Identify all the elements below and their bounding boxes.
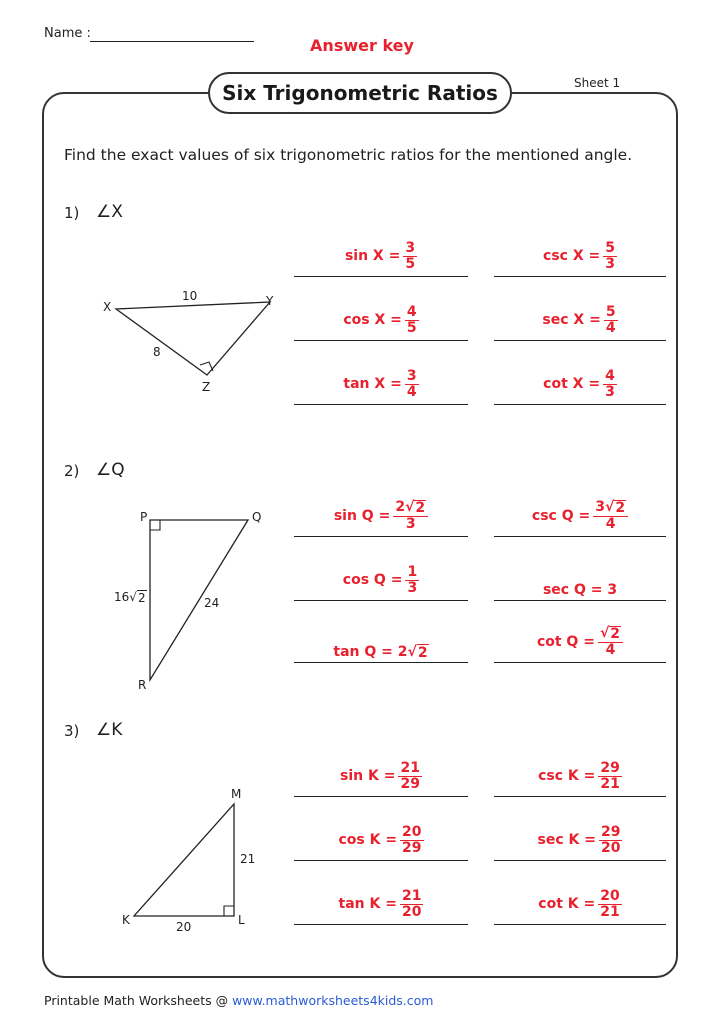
p1-cos-answer-line[interactable]	[294, 340, 468, 341]
p2-csc-answer: csc Q = 3 √ 2 4	[494, 494, 666, 538]
vertex-z-label: Z	[202, 380, 211, 394]
p3-cos-answer-line[interactable]	[294, 860, 468, 861]
problem-1-number: 1)	[64, 204, 80, 222]
side-qr-length: 24	[204, 596, 220, 610]
page-title: Six Trigonometric Ratios	[208, 72, 512, 114]
p3-sec-answer-line[interactable]	[494, 860, 666, 861]
vertex-q-label: Q	[252, 510, 262, 524]
instructions: Find the exact values of six trigonometric ratios for the mentioned angle.	[64, 146, 633, 164]
problem-2-angle: ∠Q	[96, 460, 125, 480]
p3-csc-answer-line[interactable]	[494, 796, 666, 797]
side-xz-length: 8	[153, 345, 161, 359]
p3-csc-answer: csc K = $\frac{29}{21}$	[538, 759, 620, 792]
vertex-k-label: K	[122, 913, 130, 927]
p3-sin-answer-line[interactable]	[294, 796, 468, 797]
p3-cot-answer-line[interactable]	[494, 924, 666, 925]
footer-url-link[interactable]: www.mathworksheets4kids.com	[232, 993, 434, 1008]
p2-cos-answer-line[interactable]	[294, 600, 468, 601]
p2-cos-answer: cos Q = $\frac{1}{3}$	[342, 563, 418, 596]
vertex-l-label: L	[238, 913, 245, 927]
p2-tan-answer: tan Q = 2 √ 2	[333, 643, 428, 661]
triangle-mkl-figure	[126, 796, 246, 922]
problem-3-angle: ∠K	[96, 720, 123, 740]
vertex-r-label: R	[138, 678, 147, 692]
name-label: Name :	[44, 26, 91, 41]
p1-cot-answer: cot X = $\frac{4}{3}$	[543, 367, 615, 400]
p1-sin-answer: sin X = $\frac{3}{5}$	[344, 239, 416, 272]
p2-sec-answer: sec Q = 3	[542, 582, 618, 598]
p3-tan-answer-line[interactable]	[294, 924, 468, 925]
p1-tan-answer: tan X = $\frac{3}{4}$	[343, 367, 417, 400]
p3-sin-answer: sin K = $\frac{21}{29}$	[340, 759, 420, 792]
p1-cot-answer-line[interactable]	[494, 404, 666, 405]
sheet-label: Sheet 1	[574, 76, 621, 90]
footer	[44, 993, 433, 1008]
vertex-y-label: Y	[266, 294, 274, 308]
vertex-p-label: P	[140, 510, 148, 524]
footer-prefix: Printable Math Worksheets @	[44, 993, 233, 1008]
p1-csc-answer: csc X = $\frac{5}{3}$	[543, 239, 615, 272]
p3-cot-answer: cot K = $\frac{20}{21}$	[538, 887, 620, 920]
p2-sin-answer-line[interactable]	[294, 536, 468, 537]
p1-tan-answer-line[interactable]	[294, 404, 468, 405]
triangle-pqr-figure	[140, 510, 260, 690]
p1-cos-answer: cos X = $\frac{4}{5}$	[343, 303, 417, 336]
p1-sin-answer-line[interactable]	[294, 276, 468, 277]
p2-csc-answer-line[interactable]	[494, 536, 666, 537]
vertex-x-label: X	[103, 300, 112, 314]
side-kl-length: 20	[176, 920, 192, 934]
problem-2-number: 2)	[64, 462, 80, 480]
side-pr-length: 16 √ 2	[114, 590, 146, 605]
p2-sec-answer-line[interactable]	[494, 600, 666, 601]
p2-sin-answer: sin Q = 2 √ 2 3	[294, 494, 468, 538]
side-ml-length: 21	[240, 852, 256, 866]
p2-tan-answer-line[interactable]	[294, 662, 468, 663]
p2-cot-answer: cot Q = √ 2 4	[494, 620, 666, 664]
p1-sec-answer: sec X = $\frac{5}{4}$	[542, 303, 616, 336]
p3-cos-answer: cos K = $\frac{20}{29}$	[338, 823, 422, 856]
p1-csc-answer-line[interactable]	[494, 276, 666, 277]
problem-3-number: 3)	[64, 722, 80, 740]
p1-sec-answer-line[interactable]	[494, 340, 666, 341]
vertex-m-label: M	[231, 787, 242, 801]
p3-tan-answer: tan K = $\frac{21}{20}$	[338, 887, 422, 920]
answer-key-label: Answer key	[310, 36, 414, 55]
problem-1-angle: ∠X	[96, 202, 123, 222]
p3-sec-answer: sec K = $\frac{29}{20}$	[537, 823, 621, 856]
p2-cot-answer-line[interactable]	[494, 662, 666, 663]
side-xy-length: 10	[182, 289, 198, 303]
